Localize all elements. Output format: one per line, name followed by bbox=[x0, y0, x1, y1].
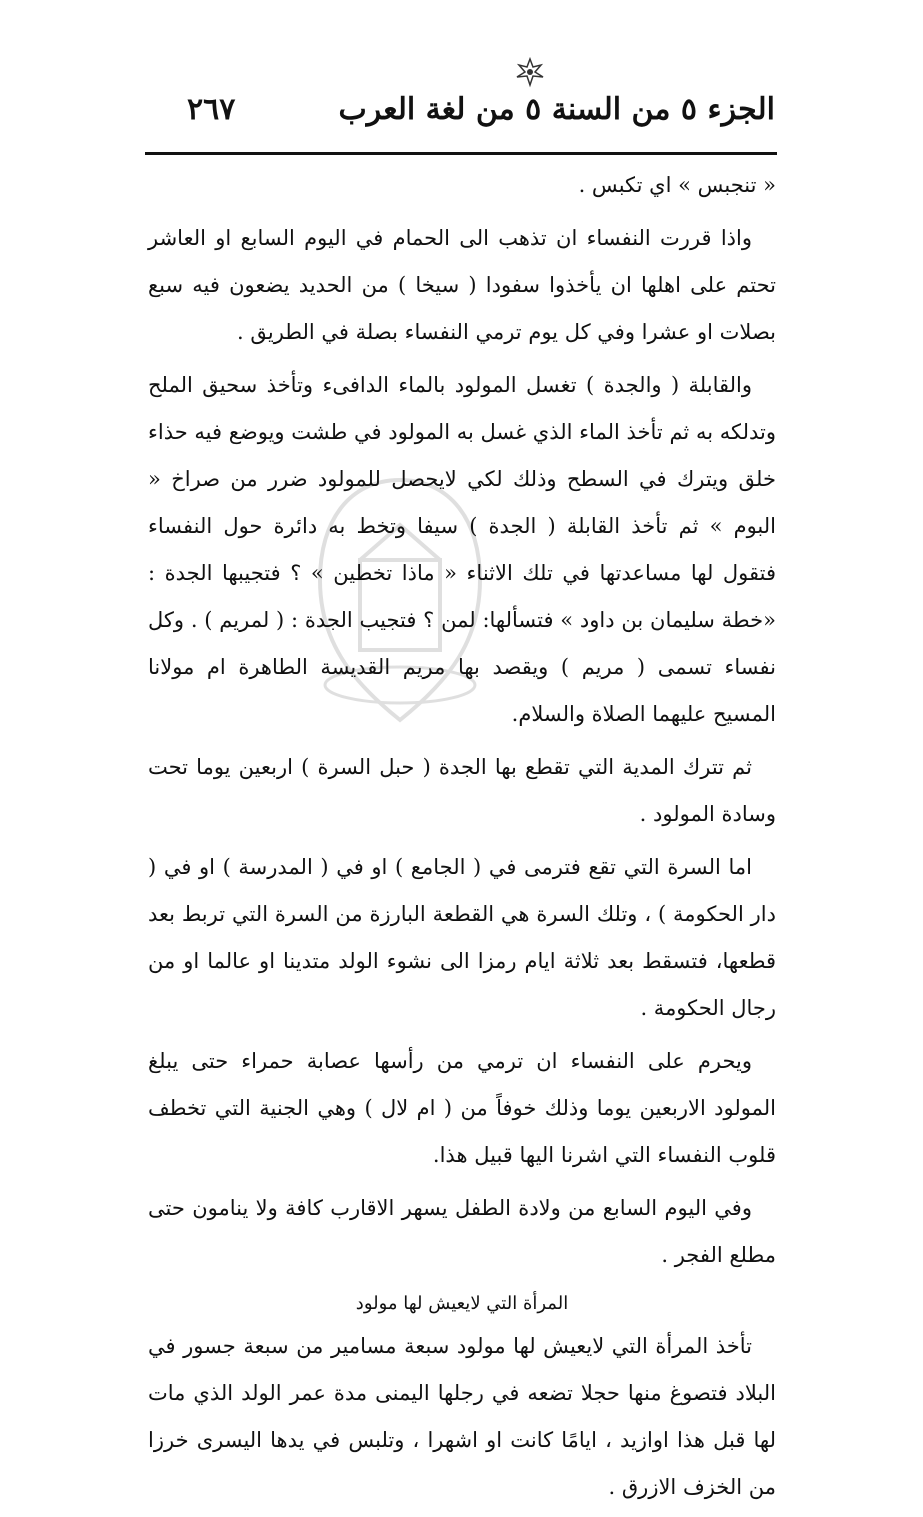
paragraph: « تنجبس » اي تكبس . bbox=[578, 173, 776, 197]
page-header bbox=[145, 82, 775, 142]
header-rule bbox=[145, 152, 777, 155]
paragraph: ثم تترك المدية التي تقطع بها الجدة ( حبل السرة ) اربعين يوما تحت وسادة المولود . bbox=[148, 755, 776, 826]
paragraph: ويحرم على النفساء ان ترمي من رأسها عصابة حمراء حتى يبلغ المولود الاربعين يوما وذلك خوفاً من ( ام لال ) وهي الجنية التي تخطف قلوب النفساء التي اشرنا اليها قبيل هذا. bbox=[148, 1049, 776, 1167]
paragraph: والقابلة ( والجدة ) تغسل المولود بالماء الدافىء وتأخذ سحيق الملح وتدلكه به ثم تأخذ الماء الذي غسل به المولود في طشت ويوضع فيه حذاء خلق ويترك في السطح وذلك لكي لايحصل للمولود ضرر من صراخ « البوم » ثم تأخذ القابلة ( الجدة ) سيفا وتخط به دائرة حول النفساء فتقول لها مساعدتها في تلك الاثناء « ماذا تخطين » ؟ فتجيبها الجدة : «خطة سليمان بن داود » فتسألها: لمن ؟ فتجيب الجدة : ( لمريم ) . وكل نفساء تسمى ( مريم ) ويقصد بها مريم القديسة الطاهرة ام مولانا المسيح عليهما الصلاة والسلام. bbox=[148, 373, 776, 726]
paragraph: تأخذ المرأة التي لايعيش لها مولود سبعة مسامير من سبعة جسور في البلاد فتصوغ منها حجلا تضعه في رجلها اليمنى مدة عمر الولد الذي مات لها قبل هذا اوازيد ، ايامًا كانت او اشهرا ، وتلبس في يدها اليسرى خرزا من الخزف الازرق . bbox=[148, 1334, 776, 1499]
running-title: الجزء ٥ من السنة ٥ من لغة العرب bbox=[338, 92, 775, 127]
body-text bbox=[148, 162, 776, 1517]
paragraph: وفي اليوم السابع من ولادة الطفل يسهر الاقارب كافة ولا ينامون حتى مطلع الفجر . bbox=[148, 1196, 776, 1267]
section-subheading: المرأة التي لايعيش لها مولود bbox=[355, 1293, 569, 1314]
page-number: ٢٦٧ bbox=[187, 92, 236, 127]
paragraph: اما السرة التي تقع فترمى في ( الجامع ) او في ( المدرسة ) او في ( دار الحكومة ) ، وتلك السرة هي القطعة البارزة من السرة التي تربط بعد قطعها، فتسقط بعد ثلاثة ايام رمزا الى نشوء الولد متدينا او عالما او من رجال الحكومة . bbox=[148, 855, 776, 1020]
paragraph: واذا قررت النفساء ان تذهب الى الحمام في اليوم السابع او العاشر تحتم على اهلها ان يأخذوا سفودا ( سيخا ) من الحديد يضعون فيه سبع بصلات او عشرا وفي كل يوم ترمي النفساء بصلة في الطريق . bbox=[148, 226, 776, 344]
